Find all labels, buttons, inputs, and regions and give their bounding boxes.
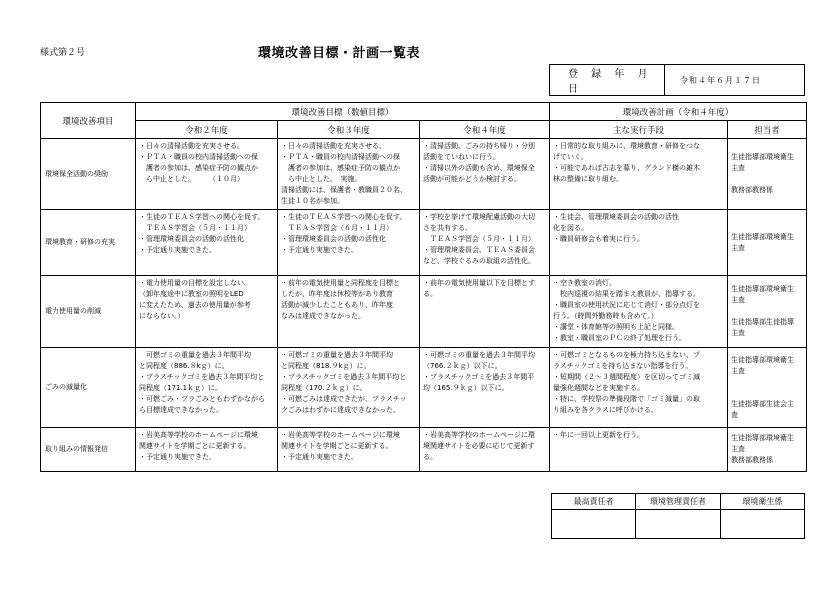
row-r2 <box>136 348 278 428</box>
cell-line: 教務部教務係 <box>731 456 774 464</box>
cell-line: なみは達成できなかった。 <box>281 312 365 320</box>
cell-line: ・清掃以外の活動も含め、環境保全 <box>423 164 535 172</box>
cell-line: ・日々の清掃活動を充実させる。 <box>281 142 386 150</box>
cell-line: ・教室・職員室のＰＣの終了処理を行う。 <box>553 334 687 342</box>
row-item: 取り組みの情報発信 <box>41 428 136 472</box>
header-r2: 令和２年度 <box>136 121 278 139</box>
cell-line: る。 <box>423 290 437 298</box>
cell-line: 生徒指導部環境衛生 <box>731 285 795 293</box>
signoff-env-manager-stamp[interactable] <box>636 510 720 539</box>
cell-line: 可燃ゴミの重量を過去３年間平均 <box>139 351 251 359</box>
cell-line: ・可能であれば古志を募り、グランド横の雑木 <box>553 164 701 172</box>
cell-line: ・予定通り実施できた。 <box>281 453 358 461</box>
registration-date-box <box>549 64 805 96</box>
cell-line: 主査 <box>731 445 746 453</box>
cell-line: 生徒指導部環境衛生 <box>731 434 795 442</box>
cell-line: ・可燃ごみは達成できたが、プラスチッ <box>281 395 407 403</box>
cell-line: 活動が可能かどうか検討する。 <box>423 175 521 183</box>
cell-line <box>731 377 803 388</box>
cell-line: ・予定通り実施できた。 <box>281 246 358 254</box>
cell-line: さを共有する。 <box>423 224 472 232</box>
header-r3: 令和３年度 <box>278 121 420 139</box>
row-r3 <box>278 276 420 348</box>
cell-line: ・予定通り実施できた。 <box>139 453 216 461</box>
row-r4 <box>420 276 550 348</box>
cell-line: 境関連サイトを必要に応じて更新す <box>423 442 535 450</box>
cell-line: ・前年の電気使用量と同程度を目標と <box>281 279 400 287</box>
header-goals: 環境改善目標（数値目標） <box>136 103 550 121</box>
cell-line: したが、昨年度は休校等があり教育 <box>281 290 393 298</box>
cell-line: ・岩美高等学校のホームページに環境 <box>139 431 258 439</box>
cell-line <box>731 388 803 399</box>
row-r2 <box>136 210 278 276</box>
cell-line: ・プラスチックゴミを過去３年間平均と <box>281 373 407 381</box>
cell-line: ・特に、学校祭の準備段階で「ゴミ減量」の取 <box>553 395 701 403</box>
document-title: 環境改善目標・計画一覧表 <box>258 46 421 61</box>
cell-line: 主査 <box>731 164 746 172</box>
cell-line: ら中止とした。 実施。 <box>281 175 362 183</box>
header-plan: 環境改善計画（令和４年度） <box>550 103 807 121</box>
row-r4 <box>420 428 550 472</box>
header-means: 主な実行手段 <box>550 121 728 139</box>
cell-line: 行う。（時間外勤務時も含めて。） <box>553 312 658 320</box>
cell-line: クごみはわずかに達成できなかった。 <box>281 406 400 414</box>
table-row <box>41 428 807 472</box>
signoff-chief-stamp[interactable] <box>552 510 636 539</box>
row-r2 <box>136 276 278 348</box>
cell-line: ・予定通り実施できた。 <box>139 246 216 254</box>
row-r2 <box>136 428 278 472</box>
row-item: 環境保全活動の奨励 <box>41 139 136 210</box>
signoff-hygiene-stamp[interactable] <box>720 510 804 539</box>
cell-line: と同程度（818.９kｇ）に。 <box>281 362 371 370</box>
cell-line: ・短期間（２～３週間程度）を区切ってゴミ減 <box>553 373 701 381</box>
cell-line: ら中止とした。 （１０月） <box>139 175 244 183</box>
cell-line: ・職員室の使用状況に応じて消灯・部分点灯を <box>553 301 701 309</box>
cell-line: 生徒指導部生徒会主 <box>731 399 795 408</box>
table-row <box>41 348 807 428</box>
cell-line: ラスチックゴミを持ち込まない指導を行う。 <box>553 362 693 370</box>
registration-date: 令和４年６月１７日 <box>680 75 761 85</box>
cell-line: 護者の参加は、感染症予防の観点か <box>139 164 258 172</box>
cell-line: 林の整備に取り組む。 <box>553 175 624 183</box>
table-row <box>41 139 807 210</box>
row-means <box>550 210 728 276</box>
row-means <box>550 139 728 210</box>
cell-line: ＴＥＡＳ学習会（６月・１１月） <box>281 224 393 232</box>
cell-line <box>731 306 803 317</box>
cell-line: （卸年度途中に教室の照明をLED <box>139 290 244 298</box>
cell-line: に変えたため、過去の使用量が参考 <box>139 301 251 309</box>
row-r3 <box>278 348 420 428</box>
cell-line: 関連サイトを学期ごとに更新する。 <box>281 442 393 450</box>
row-means <box>550 276 728 348</box>
cell-line: 量強化週間などを実施する。 <box>553 384 645 392</box>
cell-line: ・可燃ゴミの重量を過去３年間平均 <box>423 351 535 359</box>
cell-line: ・プラスチックゴミを過去３年間平均と <box>139 373 265 381</box>
cell-line: ・職員研修会も着実に行う。 <box>553 235 645 243</box>
row-resp <box>728 428 807 472</box>
signoff-env-manager: 環境管理責任者 <box>636 494 720 510</box>
form-number: 様式第２号 <box>40 48 86 58</box>
cell-line: 均（165.９ｋｇ）以下に。 <box>423 384 509 392</box>
row-r2 <box>136 139 278 210</box>
cell-line: る。 <box>423 453 437 461</box>
cell-line: ・電力使用量の目標を設定しない。 <box>139 279 251 287</box>
cell-line: 主査 <box>731 243 746 252</box>
cell-line: げていく。 <box>553 153 588 161</box>
header-item: 環境改善項目 <box>41 103 136 139</box>
cell-line: 活動が減少したこともあり、昨年度 <box>281 301 393 309</box>
cell-line: （766.２ｋｇ）以下に。 <box>423 362 502 370</box>
cell-line: 活動をていねいに行う。 <box>423 153 500 161</box>
cell-line: ＴＥＡＳ学習会（５月・１１月） <box>423 235 535 243</box>
cell-line: 関連サイトを学期ごとに更新する。 <box>139 442 251 450</box>
cell-line: 査 <box>731 410 739 419</box>
row-resp <box>728 276 807 348</box>
cell-line: 生徒指導部環境衛生 <box>731 355 795 364</box>
cell-line: 護者の参加は、感染症予防の観点か <box>281 164 400 172</box>
cell-line: ら目標達成できなかった。 <box>139 406 223 414</box>
cell-line: ・岩美高等学校のホームページに環境 <box>281 431 400 439</box>
cell-line: ・可燃ごみ・プラごみともわずかながら <box>139 395 265 403</box>
cell-line: ・管理環境委員会の活動の活性化 <box>281 235 386 243</box>
cell-line: 主査 <box>731 296 746 304</box>
cell-line: ・空き教室の消灯。 <box>553 279 617 287</box>
row-item: 環境教育・研修の充実 <box>41 210 136 276</box>
row-means <box>550 348 728 428</box>
row-r3 <box>278 139 420 210</box>
header-r4: 令和４年度 <box>420 121 550 139</box>
cell-line: ＴＥＡＳ学習会（５月・１１月） <box>139 224 251 232</box>
cell-line: ・プラスチックゴミを過去３年間平 <box>423 373 535 381</box>
cell-line: ・可燃ゴミとなるものを極力持ち込まない、プ <box>553 351 701 359</box>
cell-line: ・学校を挙げて環境配慮活動の大切 <box>423 213 535 221</box>
cell-line: 主査 <box>731 366 746 375</box>
cell-line: ・岩美高等学校のホームページに環 <box>423 431 535 439</box>
cell-line: ・生徒のＴＥＡＳ学習への関心を促す。 <box>139 213 265 221</box>
cell-line: 生徒指導部環境衛生 <box>731 232 795 241</box>
cell-line <box>731 174 803 185</box>
header-responsible: 担当者 <box>728 121 807 139</box>
cell-line: にならない。） <box>139 312 185 320</box>
table-row <box>41 210 807 276</box>
signoff-hygiene: 環境衛生係 <box>720 494 804 510</box>
table-row <box>41 276 807 348</box>
row-r3 <box>278 428 420 472</box>
cell-line: ・清掃活動、ごみの持ち帰り・分別 <box>423 142 535 150</box>
cell-line: 同程度（170.２ｋｇ）に。 <box>281 384 367 392</box>
cell-line: など、学校ぐるみの取組の活性化。 <box>423 257 535 265</box>
cell-line: ・生徒のＴＥＡＳ学習への関心を促す。 <box>281 213 407 221</box>
registration-label: 登 録 年 月 日 <box>550 65 665 95</box>
row-r4 <box>420 210 550 276</box>
cell-line: ・年に一回以上更新を行う。 <box>553 431 645 439</box>
row-resp <box>728 210 807 276</box>
cell-line: ・管理環境委員会の活動の活性化 <box>139 235 244 243</box>
cell-line: り組みを各クラスに呼びかける。 <box>553 406 658 414</box>
cell-line: 同程度（171.1ｋｇ）に。 <box>139 384 223 392</box>
row-means <box>550 428 728 472</box>
cell-line: 清掃活動には、保護者・教職員２０名、 <box>281 186 407 194</box>
plan-table <box>40 102 807 472</box>
row-item: 電力使用量の削減 <box>41 276 136 348</box>
row-resp <box>728 139 807 210</box>
cell-line: ・前年の電気使用量以下を目標とす <box>423 279 535 287</box>
cell-line: ・管理環境委員会、ＴＥＡＳ委員会 <box>423 246 535 254</box>
cell-line: 生徒指導部生徒指導 <box>731 318 795 326</box>
signoff-table <box>551 493 805 539</box>
cell-line: 教務部教務係 <box>731 186 774 194</box>
row-item: ごみの減量化 <box>41 348 136 428</box>
cell-line: ・生徒会、管理環境委員会の活動の活性 <box>553 213 680 221</box>
cell-line: 化を図る。 <box>553 224 589 232</box>
cell-line: ・日常的な取り組みに、環境教育・研修をつな <box>553 142 701 150</box>
row-resp <box>728 348 807 428</box>
cell-line: と同程度（886.８kｇ）に。 <box>139 362 229 370</box>
cell-line: ・ＰＴＡ・職員の校内清掃活動への保 <box>139 153 258 161</box>
signoff-chief: 最高責任者 <box>552 494 636 510</box>
cell-line: 主査 <box>731 329 746 337</box>
cell-line: ・ＰＴＡ・職員の校内清掃活動への保 <box>281 153 400 161</box>
row-r4 <box>420 139 550 210</box>
cell-line: ・可燃ゴミの重量を過去３年間平均 <box>281 351 393 359</box>
cell-line: 生徒１０名が参加。 <box>281 197 344 205</box>
cell-line: ・講堂・体育館等の照明も上記と同様。 <box>553 323 680 331</box>
row-r3 <box>278 210 420 276</box>
cell-line: ・日々の清掃活動を充実させる。 <box>139 142 244 150</box>
cell-line: 生徒指導部環境衛生 <box>731 153 795 161</box>
row-r4 <box>420 348 550 428</box>
cell-line: 校内巡視の結果を踏まえ教員が、指導する。 <box>553 290 701 298</box>
